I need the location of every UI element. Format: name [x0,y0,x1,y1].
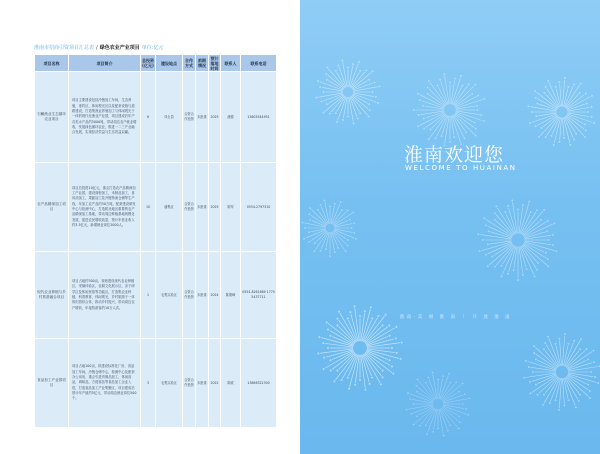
project-phone: 0554-8261669 17755437711 [241,252,277,339]
header-prefix: 淮南市招商引资项目汇总表 [34,45,95,51]
project-cooperation: 合资合作独资 [183,339,196,428]
project-landing: 2024 [209,252,221,339]
project-landing: 2025 [209,163,221,252]
project-name: 石鳜渔业生态循环农业项目 [35,72,69,163]
project-location: 凤台县 [156,72,183,163]
project-status: 未批准 [196,339,209,428]
firework-burst-decoration [300,0,600,454]
project-intro: 项目主要建设包括冷链加工车间，生态养殖，垂钓区，休闲观光区以及配套设施与道路建设，打造集渔业养殖加工与休闲观光于一体的现代化渔业产业园，项目建成后年产各类水产品约5000吨，带动周边农户就业增收，发展绿色循环农业，推进一二三产业融合发展，实现经济效益与生态效益双赢。 [69,72,141,163]
project-intro: 项目占地100亩，拟建设标准化厂房，食品加工车间，冷链仓储中心，检测中心及配套办公用房，重点引进肉制品加工，休闲食品，调味品，方便食品等食品加工企业入驻，打造食品加工产业集聚区，项目建成后预计年产值约5亿元，带动周边就业岗位500个。 [69,339,141,428]
project-intro: 项目总投资10亿元，重点打造农产品精深加工产业园，建设面粉加工，米制品加工，食用油加工，果蔬加工及冷链物流仓储等生产线，年加工农产品约30万吨，配套建设研发中心与检测中心，打造皖北地区重要的农产品精深加工基地，带动周边种植基地规模化发展，促进农民增收致富，预计年营业收入约3.5亿元，新增就业岗位2000人。 [69,163,141,252]
header-unit: 单位:亿元 [141,45,164,51]
project-landing: 2022 [209,339,221,428]
header-section-title: 绿色农业产业项目 [99,45,140,51]
table-row [35,163,277,252]
project-investment: 1 [141,252,156,339]
project-landing: 2025 [209,72,221,163]
table-row [35,72,277,163]
table-header-row [35,55,277,72]
column-header: 预计落地时间 [210,55,219,71]
project-cooperation: 合资合作独资 [183,163,196,252]
cover-page-right [300,0,600,454]
project-status: 未批准 [196,72,209,163]
project-phone: 0554-2797310 [241,163,277,252]
project-name: 食品加工产业园项目 [35,339,69,428]
column-header: 联系人 [221,55,241,72]
cover-subtitle: WELCOME TO HUAINAN [405,164,517,172]
column-header: 前期情况 [196,55,209,72]
project-name: 农产品精深加工项目 [35,163,69,252]
project-cooperation: 合资合作独资 [183,252,196,339]
cover-title: 淮南欢迎您 [404,144,505,166]
project-phone: 13866322300 [241,339,277,428]
project-investment: 6 [141,72,156,163]
project-location: 毛集实验区 [156,252,183,339]
column-header: 合作方式 [183,55,196,72]
project-phone: 13605544951 [241,72,277,163]
project-cooperation: 合资合作独资 [183,72,196,163]
project-investment: 3 [141,339,156,428]
column-header: 项目名称 [35,55,69,72]
project-status: 未批准 [196,163,209,252]
project-status: 未批准 [196,252,209,339]
header-separator: / [96,45,98,51]
column-header: 总投资(亿元) [141,55,156,72]
page-header [34,44,163,51]
project-location: 毛集实验区 [156,339,183,428]
project-contact: 陈威 [221,339,241,428]
table-row [35,339,277,428]
column-header: 联系电话 [241,55,277,72]
project-table [34,54,277,428]
column-header: 建设地点 [156,55,183,72]
table-row [35,252,277,339]
cover-tagline: 淮南·美 丽 淮 南 ｜ 开 放 淮 南 [399,315,513,320]
project-contact: 陈德峰 [221,252,241,339]
project-intro: 项目占地约300亩，规划建设现代农业种植区，采摘体验区，农耕文化展示区，亲子研学区及休闲民宿等功能区，打造集农业种植，科普教育，休闲观光，乡村旅游于一体的田园综合体，推动乡村振兴，带动周边农户增收，年接待游客约10万人次。 [69,252,141,339]
project-investment: 10 [141,163,156,252]
project-location: 潘集区 [156,163,183,252]
project-contact: 潘德 [221,72,241,163]
column-header: 项目简介 [69,55,141,72]
project-name: 现代农业种植与乡村旅游融合项目 [35,252,69,339]
project-contact: 陈军 [221,163,241,252]
